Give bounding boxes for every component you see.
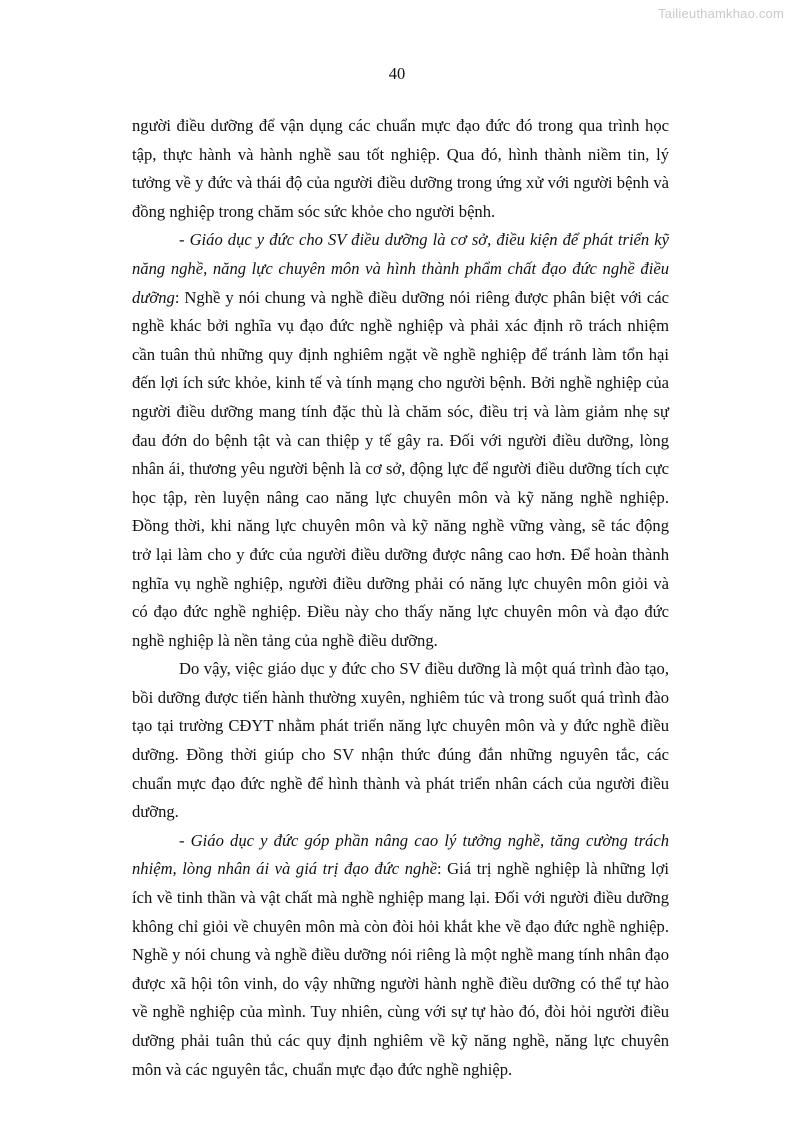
- paragraph-professional-skills: [132, 226, 669, 655]
- paragraph-text: người điều dưỡng để vận dụng các chuẩn mực đạo đức đó trong qua trình học tập, thực hành và hành nghề sau tốt nghiệp. Qua đó, hình thành niềm tin, lý tưởng về y đức và thái độ của người điều dưỡng trong ứng xử với người bệnh và đồng nghiệp trong chăm sóc sức khỏe cho người bệnh.: [132, 116, 669, 221]
- paragraph-text: : Giá trị nghề nghiệp là những lợi ích về tinh thần và vật chất mà nghề nghiệp mang lại. Đối với người điều dưỡng không chỉ giỏi về chuyên môn mà còn đòi hỏi khắt khe về đạo đức nghề nghiệp. Nghề y nói chung và nghề điều dưỡng nói riêng là một nghề mang tính nhân đạo được xã hội tôn vinh, do vậy những người hành nghề điều dưỡng có thể tự hào về nghề nghiệp của mình. Tuy nhiên, cùng với sự tự hào đó, đòi hỏi người điều dưỡng phải tuân thủ các quy định nghiêm về kỹ năng nghề, năng lực chuyên môn và các nguyên tắc, chuẩn mực đạo đức nghề nghiệp.: [132, 859, 669, 1079]
- paragraph-text: Do vậy, việc giáo dục y đức cho SV điều dưỡng là một quá trình đào tạo, bồi dưỡng được tiến hành thường xuyên, nghiêm túc và trong suốt quá trình đào tạo tại trường CĐYT nhằm phát triển năng lực chuyên môn và y đức nghề điều dưỡng. Đồng thời giúp cho SV nhận thức đúng đắn những nguyên tắc, các chuẩn mực đạo đức nghề để hình thành và phát triển nhân cách của người điều dưỡng.: [132, 659, 669, 822]
- paragraph-lead-italic: - Giáo dục y đức cho SV điều dưỡng là cơ sở, điều kiện để phát triển kỹ năng nghề, năng lực chuyên môn và hình thành phẩm chất đạo đức nghề điều dưỡng: [132, 230, 669, 307]
- paragraph-lead-italic: - Giáo dục y đức góp phần nâng cao lý tưởng nghề, tăng cường trách nhiệm, lòng nhân ái và giá trị đạo đức nghề: [132, 830, 669, 879]
- watermark-text: Tailieuthamkhao.com: [658, 6, 784, 21]
- paragraph-text: : Nghề y nói chung và nghề điều dưỡng nói riêng được phân biệt với các nghề khác bởi nghĩa vụ đạo đức nghề nghiệp và phải xác định rõ trách nhiệm cần tuân thủ những quy định nghiêm ngặt về nghề nghiệp để tránh làm tổn hại đến lợi ích sức khỏe, kinh tế và tính mạng cho người bệnh. Bởi nghề nghiệp của người điều dưỡng mang tính đặc thù là chăm sóc, điều trị và làm giảm nhẹ sự đau đớn do bệnh tật và can thiệp y tế gây ra. Đối với người điều dưỡng, lòng nhân ái, thương yêu người bệnh là cơ sở, động lực để người điều dưỡng tích cực học tập, rèn luyện nâng cao năng lực chuyên môn và kỹ năng nghề nghiệp. Đồng thời, khi năng lực chuyên môn và kỹ năng nghề vững vàng, sẽ tác động trở lại làm cho y đức của người điều dưỡng được nâng cao hơn. Để hoàn thành nghĩa vụ nghề nghiệp, người điều dưỡng phải có năng lực chuyên môn giỏi và có đạo đức nghề nghiệp. Điều này cho thấy năng lực chuyên môn và đạo đức nghề nghiệp là nền tảng của nghề điều dưỡng.: [132, 287, 669, 650]
- paragraph-continuation: [132, 112, 669, 226]
- paragraph-professional-ideals: [132, 827, 669, 1084]
- document-body: [132, 112, 669, 1084]
- paragraph-training-process: [132, 655, 669, 827]
- page-number: 40: [388, 64, 406, 83]
